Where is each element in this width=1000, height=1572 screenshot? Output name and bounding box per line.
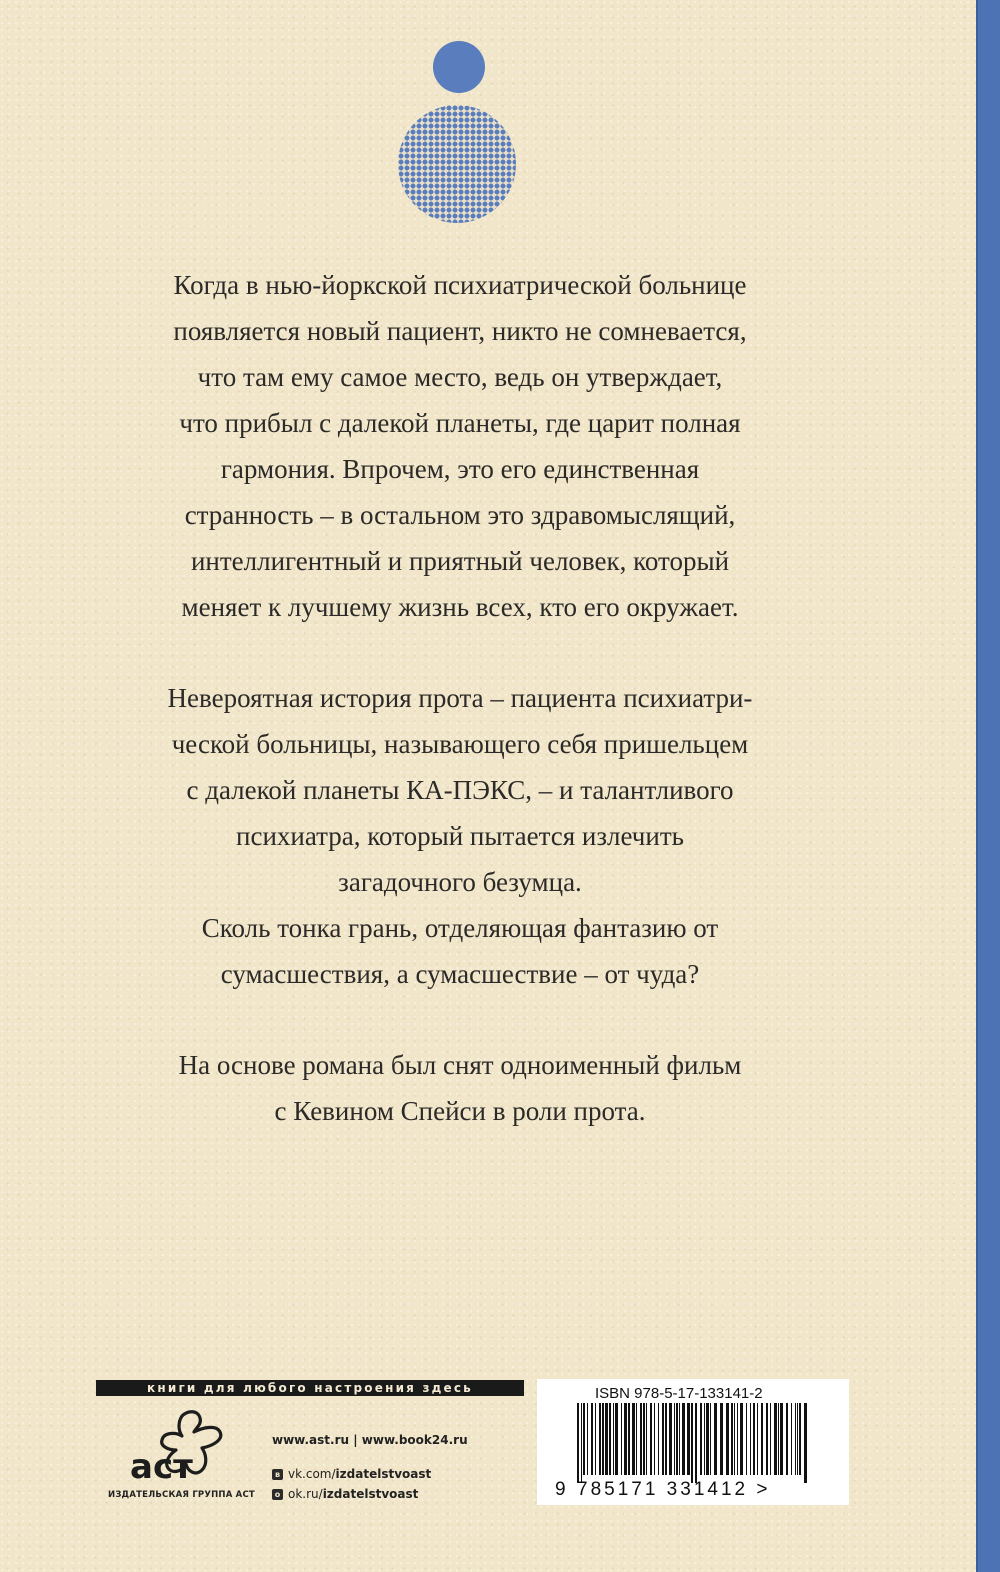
barcode-bar (753, 1403, 755, 1475)
blurb-paragraph-2 (60, 675, 860, 997)
barcode-bar (654, 1403, 655, 1475)
spine-edge (976, 0, 1000, 1572)
barcode-bar (774, 1403, 777, 1475)
barcode-bar (804, 1403, 807, 1483)
ok-link[interactable] (272, 1484, 468, 1504)
vk-link[interactable] (272, 1464, 468, 1484)
barcode-bar (599, 1403, 601, 1475)
barcode-bar (726, 1403, 729, 1475)
ean-digits (555, 1479, 829, 1501)
vk-prefix: vk.com/ (288, 1467, 336, 1481)
ok-icon: о (272, 1489, 283, 1500)
ean-first-digit: 9 (555, 1479, 569, 1500)
blurb-line: На основе романа был снят одноименный фильм (178, 1050, 742, 1080)
barcode-bar (682, 1403, 685, 1475)
blurb-line: с Кевином Спейси в роли прота. (274, 1096, 646, 1126)
barcode-bar (628, 1403, 630, 1475)
barcode-bar (695, 1403, 697, 1483)
barcode-bar (770, 1403, 771, 1475)
barcode-bar (646, 1403, 647, 1475)
barcode-bar (731, 1403, 733, 1475)
barcode-bar (581, 1403, 582, 1483)
blurb-line: интеллигентный и приятный человек, который (190, 546, 730, 576)
barcode-bar (640, 1403, 642, 1475)
barcode-bar (687, 1403, 690, 1475)
blurb-line: что прибыл с далекой планеты, где царит полная (179, 408, 741, 438)
barcode-bar (757, 1403, 758, 1475)
barcode-bar (795, 1403, 796, 1475)
barcode-bar (746, 1403, 747, 1475)
ast-logo-icon (124, 1408, 234, 1492)
barcode-bar (710, 1403, 711, 1475)
vk-handle: izdatelstvoast (335, 1467, 432, 1481)
barcode-bar (595, 1403, 596, 1475)
blurb-line: Когда в нью-йоркской психиатрической больнице (173, 270, 747, 300)
barcode-bar (740, 1403, 743, 1475)
barcode-bars (577, 1403, 809, 1483)
barcode-bar (799, 1403, 801, 1475)
barcode-bar (577, 1403, 579, 1483)
barcode-bar (791, 1403, 792, 1475)
barcode-bar (605, 1403, 608, 1475)
barcode-bar (609, 1403, 611, 1475)
barcode-bar (778, 1403, 779, 1475)
barcode-bar (734, 1403, 735, 1475)
barcode-bar (720, 1403, 723, 1475)
publisher-tagline: книги для любого настроения здесь (96, 1380, 524, 1396)
barcode-bar (797, 1403, 798, 1475)
ean-quiet-mark: > (756, 1479, 771, 1500)
blurb-line: Сколь тонка грань, отделяющая фантазию от (201, 913, 719, 943)
small-solid-circle (433, 41, 485, 93)
barcode-bar (674, 1403, 675, 1475)
large-halftone-circle (398, 105, 516, 223)
blurb-line: ческой больницы, называющего себя пришельцем (171, 729, 749, 759)
blurb-line: странность – в остальном это здравомыслящий, (184, 500, 736, 530)
blurb-line: с далекой планеты КА-ПЭКС, – и талантливого (186, 775, 734, 805)
barcode-bar (761, 1403, 763, 1475)
blurb-line: гармония. Впрочем, это его единственная (220, 454, 700, 484)
website-links[interactable]: www.ast.ru | www.book24.ru (272, 1433, 468, 1447)
ok-prefix: ok.ru/ (288, 1487, 323, 1501)
blurb-line: загадочного безумца. (338, 867, 582, 897)
barcode-bar (665, 1403, 667, 1475)
barcode-bar (704, 1403, 705, 1475)
barcode-bar (643, 1403, 645, 1475)
ean-digit-groups: 785171 331412 (577, 1479, 749, 1500)
blurb-paragraph-1 (60, 262, 860, 630)
blurb-line: появляется новый пациент, никто не сомневается, (173, 316, 747, 346)
barcode-bar (706, 1403, 709, 1475)
barcode-bar (737, 1403, 738, 1475)
barcode-bar (636, 1403, 637, 1475)
barcode-bar (676, 1403, 678, 1475)
barcode-bar (658, 1403, 659, 1475)
barcode-bar (621, 1403, 622, 1475)
barcode-bar (691, 1403, 693, 1483)
barcode-bar (700, 1403, 702, 1475)
barcode-bar (766, 1403, 768, 1475)
blurb-paragraph-3 (60, 1042, 860, 1134)
barcode-bar (780, 1403, 783, 1475)
publisher-imprint: ИЗДАТЕЛЬСКАЯ ГРУППА АСТ (108, 1490, 255, 1500)
logo-text: аст (130, 1447, 193, 1487)
vk-icon: в (272, 1469, 283, 1480)
blurb-line: сумасшествия, а сумасшествие – от чуда? (220, 959, 700, 989)
barcode-bar (591, 1403, 593, 1475)
barcode-bar (602, 1403, 604, 1475)
barcode-bar (750, 1403, 751, 1475)
barcode-bar (786, 1403, 788, 1475)
blurb-line: психиатра, который пытается излечить (236, 821, 684, 851)
barcode-bar (669, 1403, 672, 1475)
barcode-bar (615, 1403, 618, 1475)
blurb-line: меняет к лучшему жизнь всех, кто его окружает. (181, 592, 739, 622)
barcode-panel (537, 1379, 849, 1505)
barcode-bar (624, 1403, 627, 1475)
barcode-bar (613, 1403, 614, 1475)
barcode-bar (714, 1403, 717, 1475)
blurb-line: что там ему самое место, ведь он утверждает, (197, 362, 723, 392)
isbn-label: ISBN 978-5-17-133141-2 (595, 1385, 763, 1402)
barcode-bar (679, 1403, 680, 1475)
barcode-bar (583, 1403, 585, 1475)
barcode-bar (662, 1403, 664, 1475)
barcode-bar (632, 1403, 635, 1475)
ok-handle: izdatelstvoast (322, 1487, 419, 1501)
barcode-bar (587, 1403, 588, 1475)
barcode-bar (650, 1403, 652, 1475)
publisher-links (272, 1430, 468, 1504)
blurb-line: Невероятная история прота – пациента психиатри- (167, 683, 753, 713)
